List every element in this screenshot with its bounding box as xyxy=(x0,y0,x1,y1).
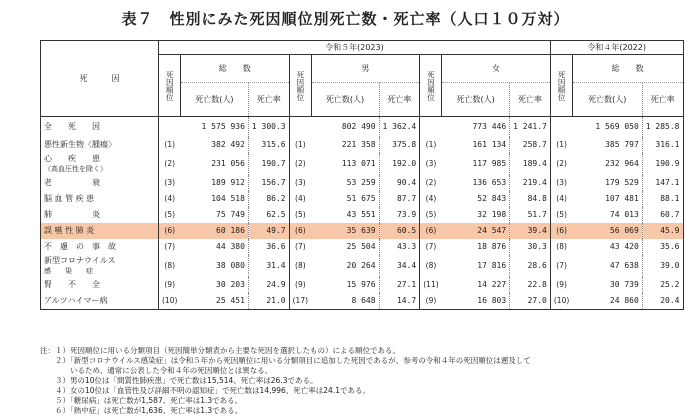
footnote: ４）女の10位は「血管性及び詳細不明の認知症」で死亡数は14,996、死亡率は24.1である。 xyxy=(40,386,370,395)
rate-cell: 34.4 xyxy=(379,255,420,277)
rank-cell: (5) xyxy=(556,210,567,219)
rank-cell: (11) xyxy=(423,280,439,289)
rate-cell: 88.1 xyxy=(642,191,683,207)
rate-cell: 62.5 xyxy=(248,207,289,223)
deaths-cell: 107 481 xyxy=(605,194,639,203)
rank-cell xyxy=(159,117,181,137)
rate-cell: 375.8 xyxy=(379,137,420,153)
deaths-cell: 56 069 xyxy=(572,223,642,239)
deaths-cell: 232 964 xyxy=(605,159,639,168)
deaths-header: 死亡数(人) xyxy=(442,83,510,117)
rate-cell: 28.6 xyxy=(510,255,551,277)
cause-cell: 肺 炎 xyxy=(41,207,159,223)
deaths-cell: 117 985 xyxy=(472,159,507,168)
cause-cell: 腎 不 全 xyxy=(41,277,159,293)
rate-cell: 86.2 xyxy=(248,191,289,207)
rank-header-2022: 死因順位 xyxy=(550,55,572,117)
rank-cell: (8) xyxy=(556,242,567,251)
rate-header: 死亡率 xyxy=(248,83,289,117)
deaths-cell: 382 492 xyxy=(211,140,245,149)
cause-line: 新型コロナウイルス xyxy=(44,255,116,265)
table-row xyxy=(41,239,684,255)
rate-cell: 147.1 xyxy=(642,175,683,191)
deaths-cell: 38 080 xyxy=(216,261,245,270)
rank-cell: (3) xyxy=(164,178,176,187)
rank-cell: (5) xyxy=(164,210,176,219)
rate-cell: 49.7 xyxy=(248,223,289,239)
deaths-cell: 231 056 xyxy=(211,159,245,168)
deaths-header: 死亡数(人) xyxy=(311,83,379,117)
cause-line: （高血圧性を除く） xyxy=(44,164,107,173)
footnote: いるため、通常に公表した令和４年の死因順位とは異なる。 xyxy=(40,366,273,375)
male-header: 男 xyxy=(311,55,420,83)
rank-cell: (3) xyxy=(295,178,306,187)
rank-cell: (2) xyxy=(164,159,176,168)
deaths-cell: 8 648 xyxy=(351,296,376,305)
rate-cell: 73.9 xyxy=(379,207,420,223)
deaths-cell: 113 071 xyxy=(341,159,376,168)
year-2022-header: 令和４年(2022) xyxy=(550,41,683,55)
rank-cell: (6) xyxy=(550,223,572,239)
rate-cell: 25.2 xyxy=(642,277,683,293)
rate-cell: 189.4 xyxy=(510,153,551,175)
table-row xyxy=(41,223,684,239)
cause-cell: アルツハイマー病 xyxy=(41,293,159,310)
deaths-cell: 74 013 xyxy=(609,210,639,219)
rank-header-female: 死因順位 xyxy=(420,55,442,117)
cause-cell: 脳 血 管 疾 患 xyxy=(41,191,159,207)
table-row xyxy=(41,153,684,175)
deaths-cell: 773 446 xyxy=(472,122,507,132)
table-title: 表７ 性別にみた死因順位別死亡数・死亡率（人口１０万対） xyxy=(121,10,570,28)
rank-cell: (8) xyxy=(164,261,176,270)
rate-cell: 1 241.7 xyxy=(510,117,551,137)
rate-cell: 43.3 xyxy=(379,239,420,255)
rate-cell: 315.6 xyxy=(248,137,289,153)
deaths-header: 死亡数(人) xyxy=(572,83,642,117)
cause-cell xyxy=(41,255,159,277)
deaths-cell: 44 380 xyxy=(216,242,245,251)
rank-cell: (5) xyxy=(295,210,306,219)
rank-cell: (10) xyxy=(162,296,178,305)
deaths-cell: 1 569 050 xyxy=(595,122,639,132)
rank-cell: (9) xyxy=(295,280,306,289)
rank-cell: (1) xyxy=(556,140,567,149)
cause-line: 感 染 症 xyxy=(44,266,93,275)
cause-cell: 悪性新生物〈腫瘍〉 xyxy=(41,137,159,153)
rank-cell: (6) xyxy=(159,223,181,239)
deaths-cell: 32 198 xyxy=(477,210,507,219)
rate-header: 死亡率 xyxy=(510,83,551,117)
rate-cell: 1 285.8 xyxy=(642,117,683,137)
rate-cell: 90.4 xyxy=(379,175,420,191)
cause-cell: 老 衰 xyxy=(41,175,159,191)
rate-cell: 1 362.4 xyxy=(379,117,420,137)
deaths-cell: 385 797 xyxy=(605,140,639,149)
deaths-cell: 25 504 xyxy=(346,242,376,251)
rank-cell: (3) xyxy=(556,178,567,187)
rate-cell: 27.1 xyxy=(379,277,420,293)
table-row xyxy=(41,207,684,223)
cause-header: 死 因 xyxy=(41,41,159,117)
rate-header: 死亡率 xyxy=(642,83,683,117)
deaths-cell: 20 264 xyxy=(346,261,376,270)
deaths-cell: 75 749 xyxy=(216,210,245,219)
rank-header-total: 死因順位 xyxy=(159,55,181,117)
footnotes xyxy=(40,346,531,416)
rank-cell: (7) xyxy=(425,242,437,251)
rate-cell: 24.9 xyxy=(248,277,289,293)
deaths-cell: 43 420 xyxy=(609,242,639,251)
rank-cell: (4) xyxy=(425,194,437,203)
deaths-cell: 14 227 xyxy=(477,280,507,289)
table-body xyxy=(41,117,684,310)
total-2022-header: 総 数 xyxy=(572,55,683,83)
deaths-cell: 51 675 xyxy=(346,194,376,203)
rate-cell: 84.8 xyxy=(510,191,551,207)
cause-cell xyxy=(41,153,159,175)
rate-cell: 156.7 xyxy=(248,175,289,191)
rate-cell: 192.0 xyxy=(379,153,420,175)
footnote: ６）「熱中症」は死亡数が1,636、死亡率は1.3である。 xyxy=(40,406,243,415)
rank-cell xyxy=(289,117,311,137)
female-header: 女 xyxy=(442,55,551,83)
deaths-cell: 43 551 xyxy=(346,210,376,219)
table-row xyxy=(41,277,684,293)
rank-cell: (4) xyxy=(295,194,306,203)
rank-cell: (9) xyxy=(164,280,176,289)
total-header: 総 数 xyxy=(180,55,289,83)
deaths-header: 死亡数(人) xyxy=(180,83,248,117)
rank-cell: (8) xyxy=(425,261,437,270)
rank-cell: (3) xyxy=(425,159,437,168)
rate-cell: 27.0 xyxy=(510,293,551,310)
deaths-cell: 221 358 xyxy=(341,140,376,149)
rank-cell: (4) xyxy=(556,194,567,203)
deaths-cell: 53 259 xyxy=(346,178,376,187)
rate-cell: 190.9 xyxy=(642,153,683,175)
deaths-cell: 179 529 xyxy=(605,178,639,187)
table-row xyxy=(41,191,684,207)
deaths-cell: 25 451 xyxy=(216,296,245,305)
deaths-cell: 16 803 xyxy=(477,296,507,305)
rank-cell: (2) xyxy=(295,159,306,168)
rate-cell: 20.4 xyxy=(642,293,683,310)
deaths-cell: 30 203 xyxy=(216,280,245,289)
rank-cell xyxy=(420,117,442,137)
rate-cell: 30.3 xyxy=(510,239,551,255)
deaths-cell: 35 639 xyxy=(311,223,379,239)
rank-cell: (8) xyxy=(295,261,306,270)
deaths-cell: 47 638 xyxy=(609,261,639,270)
footnote: 注：１）死因順位に用いる分類項目（死因簡単分類表から主要な死因を選択したもの）による順位である。 xyxy=(40,346,400,355)
cause-cell: 不 慮 の 事 故 xyxy=(41,239,159,255)
rate-cell: 51.7 xyxy=(510,207,551,223)
rank-cell: (1) xyxy=(295,140,306,149)
footnote: ５）「糖尿病」は死亡数が1,587、死亡率は1.3である。 xyxy=(40,396,243,405)
rank-cell: (2) xyxy=(425,178,437,187)
rate-cell: 258.7 xyxy=(510,137,551,153)
deaths-cell: 17 816 xyxy=(477,261,507,270)
cause-line: 心 疾 患 xyxy=(44,153,100,163)
mortality-table xyxy=(40,40,684,310)
rank-cell: (6) xyxy=(420,223,442,239)
table-row xyxy=(41,293,684,310)
rate-cell: 190.7 xyxy=(248,153,289,175)
rate-cell: 45.9 xyxy=(642,223,683,239)
rank-header-male: 死因順位 xyxy=(289,55,311,117)
rank-cell: (9) xyxy=(425,296,437,305)
deaths-cell: 52 843 xyxy=(477,194,507,203)
cause-cell: 全 死 因 xyxy=(41,117,159,137)
year-2023-header: 令和５年(2023) xyxy=(159,41,551,55)
rank-cell: (5) xyxy=(425,210,437,219)
rate-cell: 1 300.3 xyxy=(248,117,289,137)
rank-cell: (10) xyxy=(553,296,570,305)
rate-cell: 39.4 xyxy=(510,223,551,239)
cause-cell: 誤 嚥 性 肺 炎 xyxy=(41,223,159,239)
rate-cell: 316.1 xyxy=(642,137,683,153)
rate-cell: 36.6 xyxy=(248,239,289,255)
deaths-cell: 30 739 xyxy=(609,280,639,289)
rate-cell: 31.4 xyxy=(248,255,289,277)
table-row xyxy=(41,137,684,153)
rank-cell: (2) xyxy=(556,159,567,168)
footnote: ３）男の10位は「間質性肺疾患」で死亡数は15,514、死亡率は26.3である。 xyxy=(40,376,318,385)
rate-cell: 35.6 xyxy=(642,239,683,255)
deaths-cell: 24 547 xyxy=(442,223,510,239)
rate-cell: 22.8 xyxy=(510,277,551,293)
deaths-cell: 802 490 xyxy=(341,122,376,132)
table-row xyxy=(41,175,684,191)
deaths-cell: 189 912 xyxy=(211,178,245,187)
table-row xyxy=(41,117,684,137)
deaths-cell: 161 134 xyxy=(472,140,507,149)
deaths-cell: 136 653 xyxy=(472,178,507,187)
table-row xyxy=(41,255,684,277)
rank-cell: (7) xyxy=(295,242,306,251)
rank-cell: (4) xyxy=(164,194,176,203)
rate-cell: 39.0 xyxy=(642,255,683,277)
rank-cell: (7) xyxy=(164,242,176,251)
rate-header: 死亡率 xyxy=(379,83,420,117)
rate-cell: 21.0 xyxy=(248,293,289,310)
deaths-cell: 24 860 xyxy=(609,296,639,305)
rank-cell: (7) xyxy=(556,261,567,270)
deaths-cell: 18 876 xyxy=(477,242,507,251)
rate-cell: 14.7 xyxy=(379,293,420,310)
deaths-cell: 15 976 xyxy=(346,280,376,289)
rank-cell: (1) xyxy=(164,140,176,149)
deaths-cell: 1 575 936 xyxy=(201,122,245,132)
rank-cell xyxy=(550,117,572,137)
rank-cell: (17) xyxy=(292,296,309,305)
deaths-cell: 104 518 xyxy=(211,194,245,203)
rank-cell: (1) xyxy=(425,140,437,149)
rate-cell: 219.4 xyxy=(510,175,551,191)
rate-cell: 87.7 xyxy=(379,191,420,207)
rank-cell: (6) xyxy=(289,223,311,239)
rate-cell: 60.5 xyxy=(379,223,420,239)
deaths-cell: 60 186 xyxy=(180,223,248,239)
rank-cell: (9) xyxy=(556,280,567,289)
footnote: ２）「新型コロナウイルス感染症」は令和５年から死因順位に用いる分類項目に追加した死因であるが、参考の令和４年の死因順位は遡及して xyxy=(40,356,531,365)
rate-cell: 60.7 xyxy=(642,207,683,223)
